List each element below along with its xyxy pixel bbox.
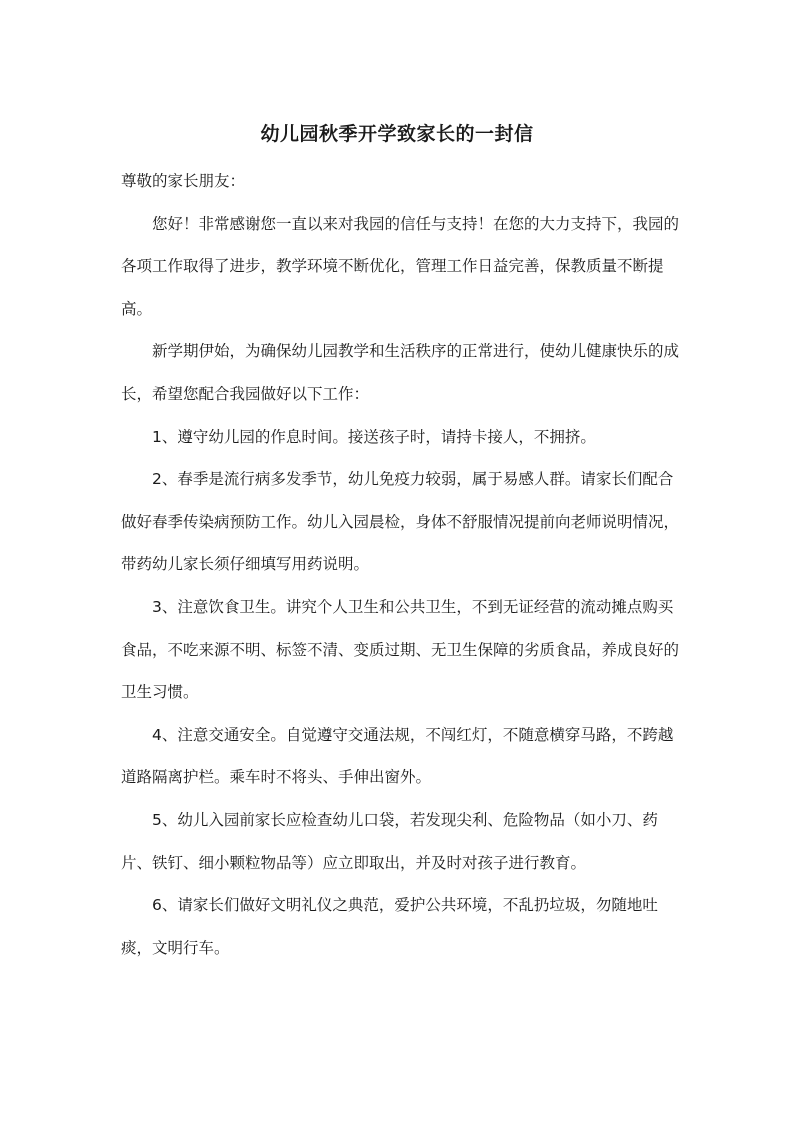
paragraph-item-1: 1、遵守幼儿园的作息时间。接送孩子时，请持卡接人，不拥挤。 — [152, 427, 596, 446]
salutation: 尊敬的家长朋友： — [121, 172, 246, 190]
paragraph-item-3: 3、注意饮食卫生。讲究个人卫生和公共卫生，不到无证经营的流动摊点购买食品，不吃来源不明、标签不清、变质过期、无卫生保障的劣质食品，养成良好的卫生习惯。 — [121, 597, 680, 702]
letter-title: 幼儿园秋季开学致家长的一封信 — [260, 123, 534, 145]
paragraph-greeting: 您好！非常感谢您一直以来对我园的信任与支持！在您的大力支持下，我园的各项工作取得了进步，教学环境不断优化，管理工作日益完善，保教质量不断提高。 — [121, 214, 680, 318]
paragraph-intro: 新学期伊始，为确保幼儿园教学和生活秩序的正常进行，使幼儿健康快乐的成长，希望您配合我园做好以下工作： — [121, 342, 680, 403]
paragraph-item-5: 5、幼儿入园前家长应检查幼儿口袋，若发现尖利、危险物品（如小刀、药片、铁钉、细小颗粒物品等）应立即取出，并及时对孩子进行教育。 — [121, 810, 658, 872]
paragraph-item-4: 4、注意交通安全。自觉遵守交通法规，不闯红灯，不随意横穿马路，不跨越道路隔离护栏。乘车时不将头、手伸出窗外。 — [121, 725, 674, 787]
paragraph-item-2: 2、春季是流行病多发季节，幼儿免疫力较弱，属于易感人群。请家长们配合做好春季传染病预防工作。幼儿入园晨检，身体不舒服情况提前向老师说明情况，带药幼儿家长须仔细填写用药说明。 — [121, 470, 680, 574]
paragraph-item-6: 6、请家长们做好文明礼仪之典范，爱护公共环境，不乱扔垃圾，勿随地吐痰，文明行车。 — [121, 896, 658, 957]
letter-body — [121, 160, 681, 969]
